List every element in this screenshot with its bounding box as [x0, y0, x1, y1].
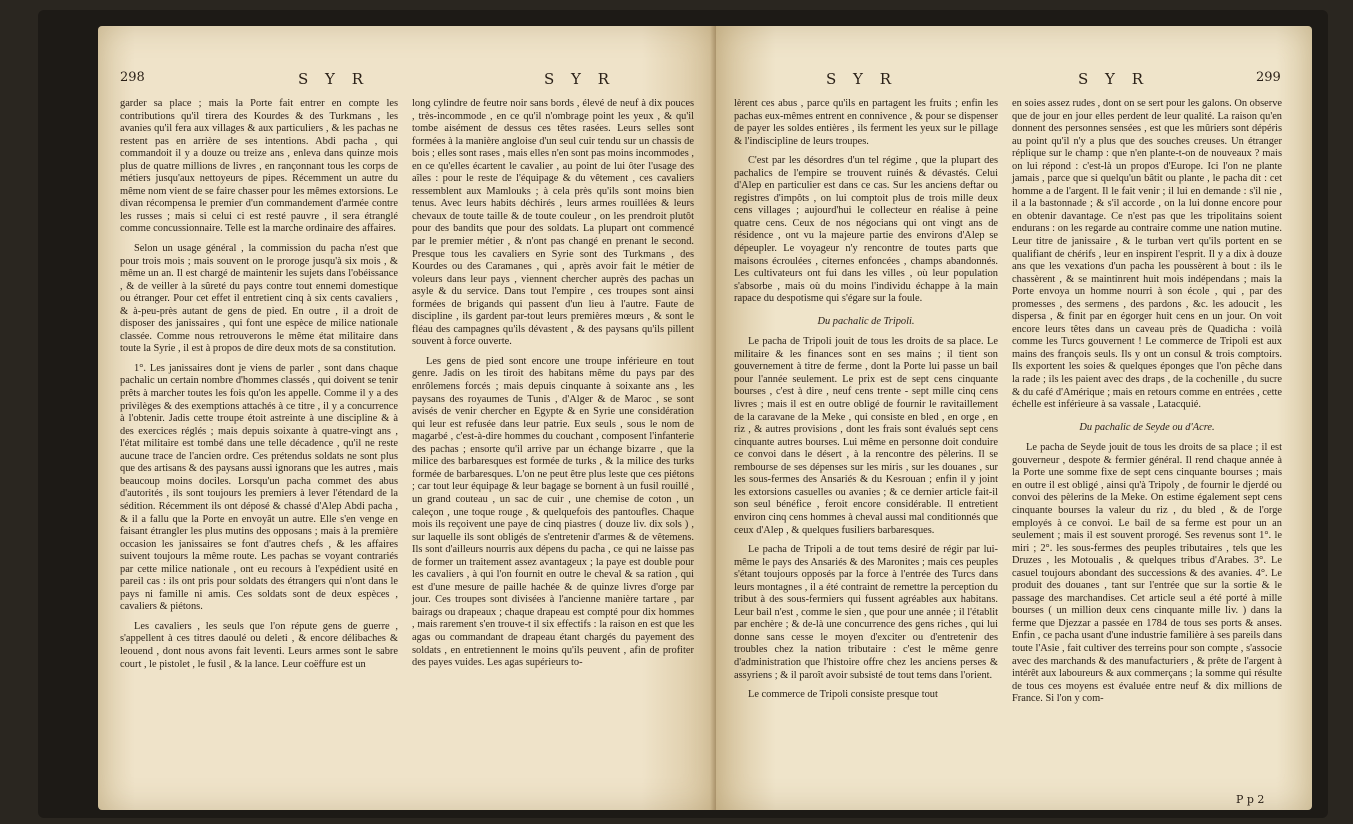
running-head-right-2: S Y R	[1078, 70, 1150, 88]
paragraph: Le pacha de Tripoli jouit de tous les droits de sa place. Le militaire & les finances sont en ses mains ; il tient son gouvernement à titre de ferme , dont la Porte lui passe un bail pour l'année seulement. Le prix est de sept cens cinquante bourses , c'est à dire , neuf cens trente - sept mille cinq cens livres ; mais il est en outre obligé de fournir le ravitaillement de la caravane de la Meke , qui consiste en bled , en orge , en riz , & autres provisions , dont les frais sont évalués sept cens cinquante autres bourses. Lui même en personne doit conduire ce convoi dans le désert , à la rencontre des pèlerins. Il se rembourse de ses dépenses sur les miris , sur les douanes , sur les sous-fermes des Ansariés & du Kesrouan ; enfin il y joint les extorsions casuelles ou avanies ; & ce dernier article fait-il son seul bénéfice , feroit encore considérable. Il entretient environ cinq cens hommes à cheval aussi mal conditionnés que ceux d'Alep , & quelques fusiliers barbaresques.	[734, 336, 998, 536]
right-page-column-1	[734, 98, 998, 709]
paragraph: lèrent ces abus , parce qu'ils en partagent les fruits ; enfin les pachas eux-mêmes entrent en connivence , & pour se dispenser de payer les soldes entières , ils ferment les yeux sur le pillage & l'indiscipline de leurs troupes.	[734, 98, 998, 147]
paragraph: 1°. Les janissaires dont je viens de parler , sont dans chaque pachalic un certain nombre d'hommes classés , qui doivent se tenir prêts à marcher toutes les fois qu'on les appelle. Comme il y a des privilèges & des exemptions attachés à ce titre , il y a concurrence à l'obtenir. Jadis cette troupe étoit astreinte à une discipline & à des exercices réglés ; mais depuis soixante à quatre-vingt ans , l'état militaire est tombé dans une telle décadence , qu'il ne reste aucune trace de l'ancien ordre. Ces prétendus soldats ne sont plus que des artisans & des paysans aussi ignorans que les autres , mais beaucoup moins dociles. Lorsqu'un pacha commet des abus d'autorités , ils sont toujours les premiers à lever l'étendard de la sédition. Récemment ils ont déposé & chassé d'Alep Abdi pacha , & il a fallu que la Porte en envoyât un autre. Elle s'en venge en faisant étrangler les plus mutins des opposans ; mais à la première occasion les janissaires se font d'autres chefs , & les affaires suivent toujours la même route. Les pachas se voyant contrariés par cette milice nationale , ont eu recours à l'expédient usité en pareil cas : ils ont pris pour soldats des étrangers qui n'ont dans le pays ni famille ni amis. Ces soldats sont de deux espèces , cavaliers & piétons.	[120, 362, 398, 613]
left-page-column-1	[120, 98, 398, 678]
left-page	[98, 26, 716, 810]
paragraph: Les cavaliers , les seuls que l'on répute gens de guerre , s'appellent à ces titres daoulé ou deleti , & encore délibaches & leouend , dont nous avons fait leventi. Leurs armes sont le sabre court , le pistolet , le fusil , & la lance. Leur coëffure est un	[120, 620, 398, 670]
book-spread	[38, 10, 1328, 818]
right-page-column-2	[1012, 98, 1282, 713]
paragraph: en soies assez rudes , dont on se sert pour les galons. On observe que de jour en jour elles perdent de leur qualité. La raison qu'en donnent des personnes sensées , est que les mûriers sont dépéris au point qu'il n'y a plus que des souches creuses. Un étranger réplique sur le champ : que n'en plante-t-on de nouveaux ? mais on lui répond : c'est-là un propos d'Europe. Ici l'on ne plante jamais , parce que si quelqu'un bâtit ou plante , le pacha dit : cet homme a de l'argent. Il le fait venir ; il lui en demande : s'il nie , il a la bastonnade ; & s'il accorde , on la lui donne encore pour en obtenir davantage. Ce n'est pas que les tripolitains soient endurans : on les regarde au contraire comme une nation mutine. Leur titre de janissaire , & le turban vert qu'ils portent en se qualifiant de chérifs , leur en inspirent l'esprit. Il y a dix à douze ans que les vexations d'un pacha les poussèrent à bout : ils le chassèrent , & se maintinrent huit mois indépendans ; mais la Porte envoya un homme nourri à son école , qui , par des promesses , des sermens , des pardons , &c. les adoucit , les dispersa , & finit par en égorger huit cens en un jour. On voit encore leurs têtes dans un caveau près de Quadicha : voilà comme les Turcs gouvernent ! Le commerce de Tripoli est aux mains des françois seuls. Ils y ont un consul & trois comptoirs. Ils exportent les soies & quelques éponges que l'on pêche dans la rade ; ils les paient avec des draps , de la cochenille , du sucre & du café d'Amérique ; mais en retours comme en entrées , cette échelle est inférieure à sa vassale , Latacquié.	[1012, 98, 1282, 411]
left-page-column-2	[412, 98, 694, 677]
running-head-left-1: S Y R	[298, 70, 370, 88]
right-page	[716, 26, 1312, 810]
paragraph: garder sa place ; mais la Porte fait entrer en compte les contributions qu'il tirera des Kourdes & des Turkmans , les avanies qu'il fera aux villages & aux particuliers , & les pachas ne restent pas en arrière de ses intentions. Abdi pacha , qui commandoit il y a douze ou treize ans , enleva dans quinze mois plus de quatre millions de livres , en rançonnant tous les corps de métiers jusqu'aux nettoyeurs de pipes. Récemment un autre du même nom vient de se faire chasser pour les mêmes extorsions. Le divan récompensa le premier d'un commandement d'armée contre les russes ; mais si celui ci est resté pauvre , il sera étranglé comme concussionnaire. Telle est la marche ordinaire des affaires.	[120, 98, 398, 235]
paragraph: Selon un usage général , la commission du pacha n'est que pour trois mois ; mais souvent on le proroge jusqu'à six mois , & même un an. Il est chargé de maintenir les sujets dans l'obéissance , & de veiller à la sûreté du pays contre tout ennemi domestique ou étranger. Pour cet effet il entretient cinq à six cents cavaliers , & à-peu-près autant de gens de pied. En outre , il a droit de disposer des janissaires , qui font une espèce de milice nationale classée. Comme nous retrouverons le même état militaire dans toute la Syrie , il est à propos de dire deux mots de sa constitution.	[120, 243, 398, 355]
paragraph: long cylindre de feutre noir sans bords , élevé de neuf à dix pouces , très-incommode , en ce qu'il n'ombrage point les yeux , & qu'il tombe aisément de dessus ces têtes rasées. Leurs selles sont formées à la manière angloise d'un seul cuir tendu sur un chassis de bois ; elles sont rases , mais elles n'en sont pas moins incommodes , en ce qu'elles écartent le cavalier , au point de lui ôter l'usage des aîles : pour le reste de l'équipage & du vêtement , ces cavaliers ressemblent aux Mamlouks ; à cela près qu'ils sont moins bien tenus. Avec leurs habits déchirés , leurs armes rouillées & leurs chevaux de toute taille & de toute couleur , on les prendroit plutôt pour des bandits que pour des soldats. La plupart ont commencé par le premier métier , & n'ont pas changé en prenant le second. Presque tous les cavaliers en Syrie sont des Turkmans , des Kourdes ou des Caramanes , qui , après avoir fait le métier de voleurs dans leur pays , viennent chercher auprès des pachas un asyle & du service. Dans tout l'empire , ces troupes sont ainsi formées de brigands qui passent d'un lieu à l'autre. Faute de discipline , ils gardent par-tout leurs premières mœurs , & sont le fléau des campagnes qu'ils dévastent , & des paysans qu'ils pillent souvent à force ouverte.	[412, 98, 694, 348]
page-number-left: 298	[120, 70, 145, 85]
section-title: Du pachalic de Tripoli.	[817, 315, 915, 327]
paragraph: Le commerce de Tripoli consiste presque tout	[748, 689, 938, 701]
signature-mark: P p 2	[1236, 793, 1265, 806]
paragraph: Le pacha de Seyde jouit de tous les droits de sa place ; il est gouverneur , despote & fermier général. Il rend chaque année à la Porte une somme fixe de sept cens cinquante bourses ; mais en outre il est obligé , ainsi qu'à Tripoly , de fournir le djerdé ou convoi des pèlerins de la Meke. On estime également sept cens cinquante bourses la valeur du riz , du bled , & de l'orge employés à ce convoi. Le bail de sa ferme est pour un an seulement ; mais il est souvent prorogé. Ses revenus sont 1°. le miri ; 2°. les sous-fermes des peuples tributaires , tels que les Druzes , les Motoualis , & quelques tribus d'Arabes. 3°. Le casuel toujours abondant des successions & des avanies. 4°. Le produit des douanes , tant sur l'entrée que sur la sortie & le passage des marchandises. Cet article seul a été porté à mille bourses ( un million deux cens cinquante mille liv. ) dans la ferme que Djezzar a passée en 1784 de tous ses ports & anses. Enfin , ce pacha usant d'une industrie familière à ses pareils dans toute l'Asie , fait cultiver des terreins pour son compte , s'associe avec des marchands & des manufacturiers , & prête de l'argent à intérêt aux laboureurs & aux commerçans ; la somme qui résulte de tous ces moyens est évaluée entre neuf & dix millions de France. Si l'on y com-	[1012, 442, 1282, 705]
paragraph: C'est par les désordres d'un tel régime , que la plupart des pachalics de l'empire se trouvent ruinés & dévastés. Celui d'Alep en particulier est dans ce cas. Sur les anciens deftar ou registres d'impôts , on lui comptoit plus de trois mille deux cens villages ; aujourd'hui le collecteur en réalise à peine quatre cens. Ceux de nos négocians qui ont vingt ans de résidence , ont vu la majeure partie des environs d'Alep se dépeupler. Le voyageur n'y rencontre de toutes parts que maisons écroulées , citernes enfoncées , champs abandonnés. Les cultivateurs ont fui dans les villes , où leur population s'absorbe , mais où du moins l'individu échappe à la main rapace du despotisme qui s'égare sur la foule.	[734, 155, 998, 305]
page-number-right: 299	[1256, 70, 1281, 85]
running-head-right-1: S Y R	[826, 70, 898, 88]
running-head-left-2: S Y R	[544, 70, 616, 88]
paragraph: Le pacha de Tripoli a de tout tems desiré de régir par lui-même le pays des Ansariés & des Maronites ; mais ces peuples s'étant toujours opposés par la force à l'entrée des Turcs dans leurs montagnes , il a été contraint de remettre la perception du tribut à des sous-fermiers qui fussent agréables aux habitans. Leur bail n'est , comme le sien , que pour une année ; il l'établit par enchère ; & de-là une concurrence des gens riches , qui lui donne sans cesse le moyen d'exciter ou d'entretenir des troubles chez la nation tributaire : c'est le même genre d'administration que l'histoire offre chez les anciens perses & assyriens ; & il paroît avoir subsisté de tout tems dans l'orient.	[734, 544, 998, 681]
section-title: Du pachalic de Seyde ou d'Acre.	[1079, 421, 1215, 433]
paragraph: Les gens de pied sont encore une troupe inférieure en tout genre. Jadis on les tiroit des habitans même du pays par des enrôlemens forcés ; mais depuis cinquante à soixante ans , les paysans des royaumes de Tunis , d'Alger & de Maroc , se sont avisés de venir chercher en Egypte & en Syrie une considération qui leur est refusée dans leur patrie. Eux seuls , sous le nom de magarbé , c'est-à-dire hommes du couchant , composent l'infanterie des pachas ; ensorte qu'il arrive par un échange bizarre , que la milice des barbaresques est formée de turks , & la milice des turks formée de barbaresques. L'on ne peut être plus leste que ces piétons ; car tout leur équipage & leur bagage se bornent à un fusil rouillé , un grand couteau , un sac de cuir , une chemise de coton , un caleçon , une toque rouge , & quelquefois des pantoufles. Chaque mois ils reçoivent une paye de cinq piastres ( douze liv. dix sols ) , sur laquelle ils sont obligés de s'entretenir d'armes & de vêtemens. Ils sont d'ailleurs nourris aux dépens du pacha , ce qui ne laisse pas de former un traitement assez avantageux ; la paye est double pour les cavaliers , à qui l'on fournit en outre le cheval & sa ration , qui est d'une mesure de paille hachée & de quinze livres d'orge par jour. Ces troupes sont divisées à l'ancienne manière tartare , par bairags ou drapeaux ; chaque drapeau est compté pour dix hommes , mais rarement s'en trouve-t il six effectifs : la raison en est que les agas ou commandant de drapeau étant chargés du payement des soldats , en entretiennent le moins qu'ils peuvent , afin de profiter des payes vuides. Les agas supérieurs to-	[412, 355, 694, 669]
